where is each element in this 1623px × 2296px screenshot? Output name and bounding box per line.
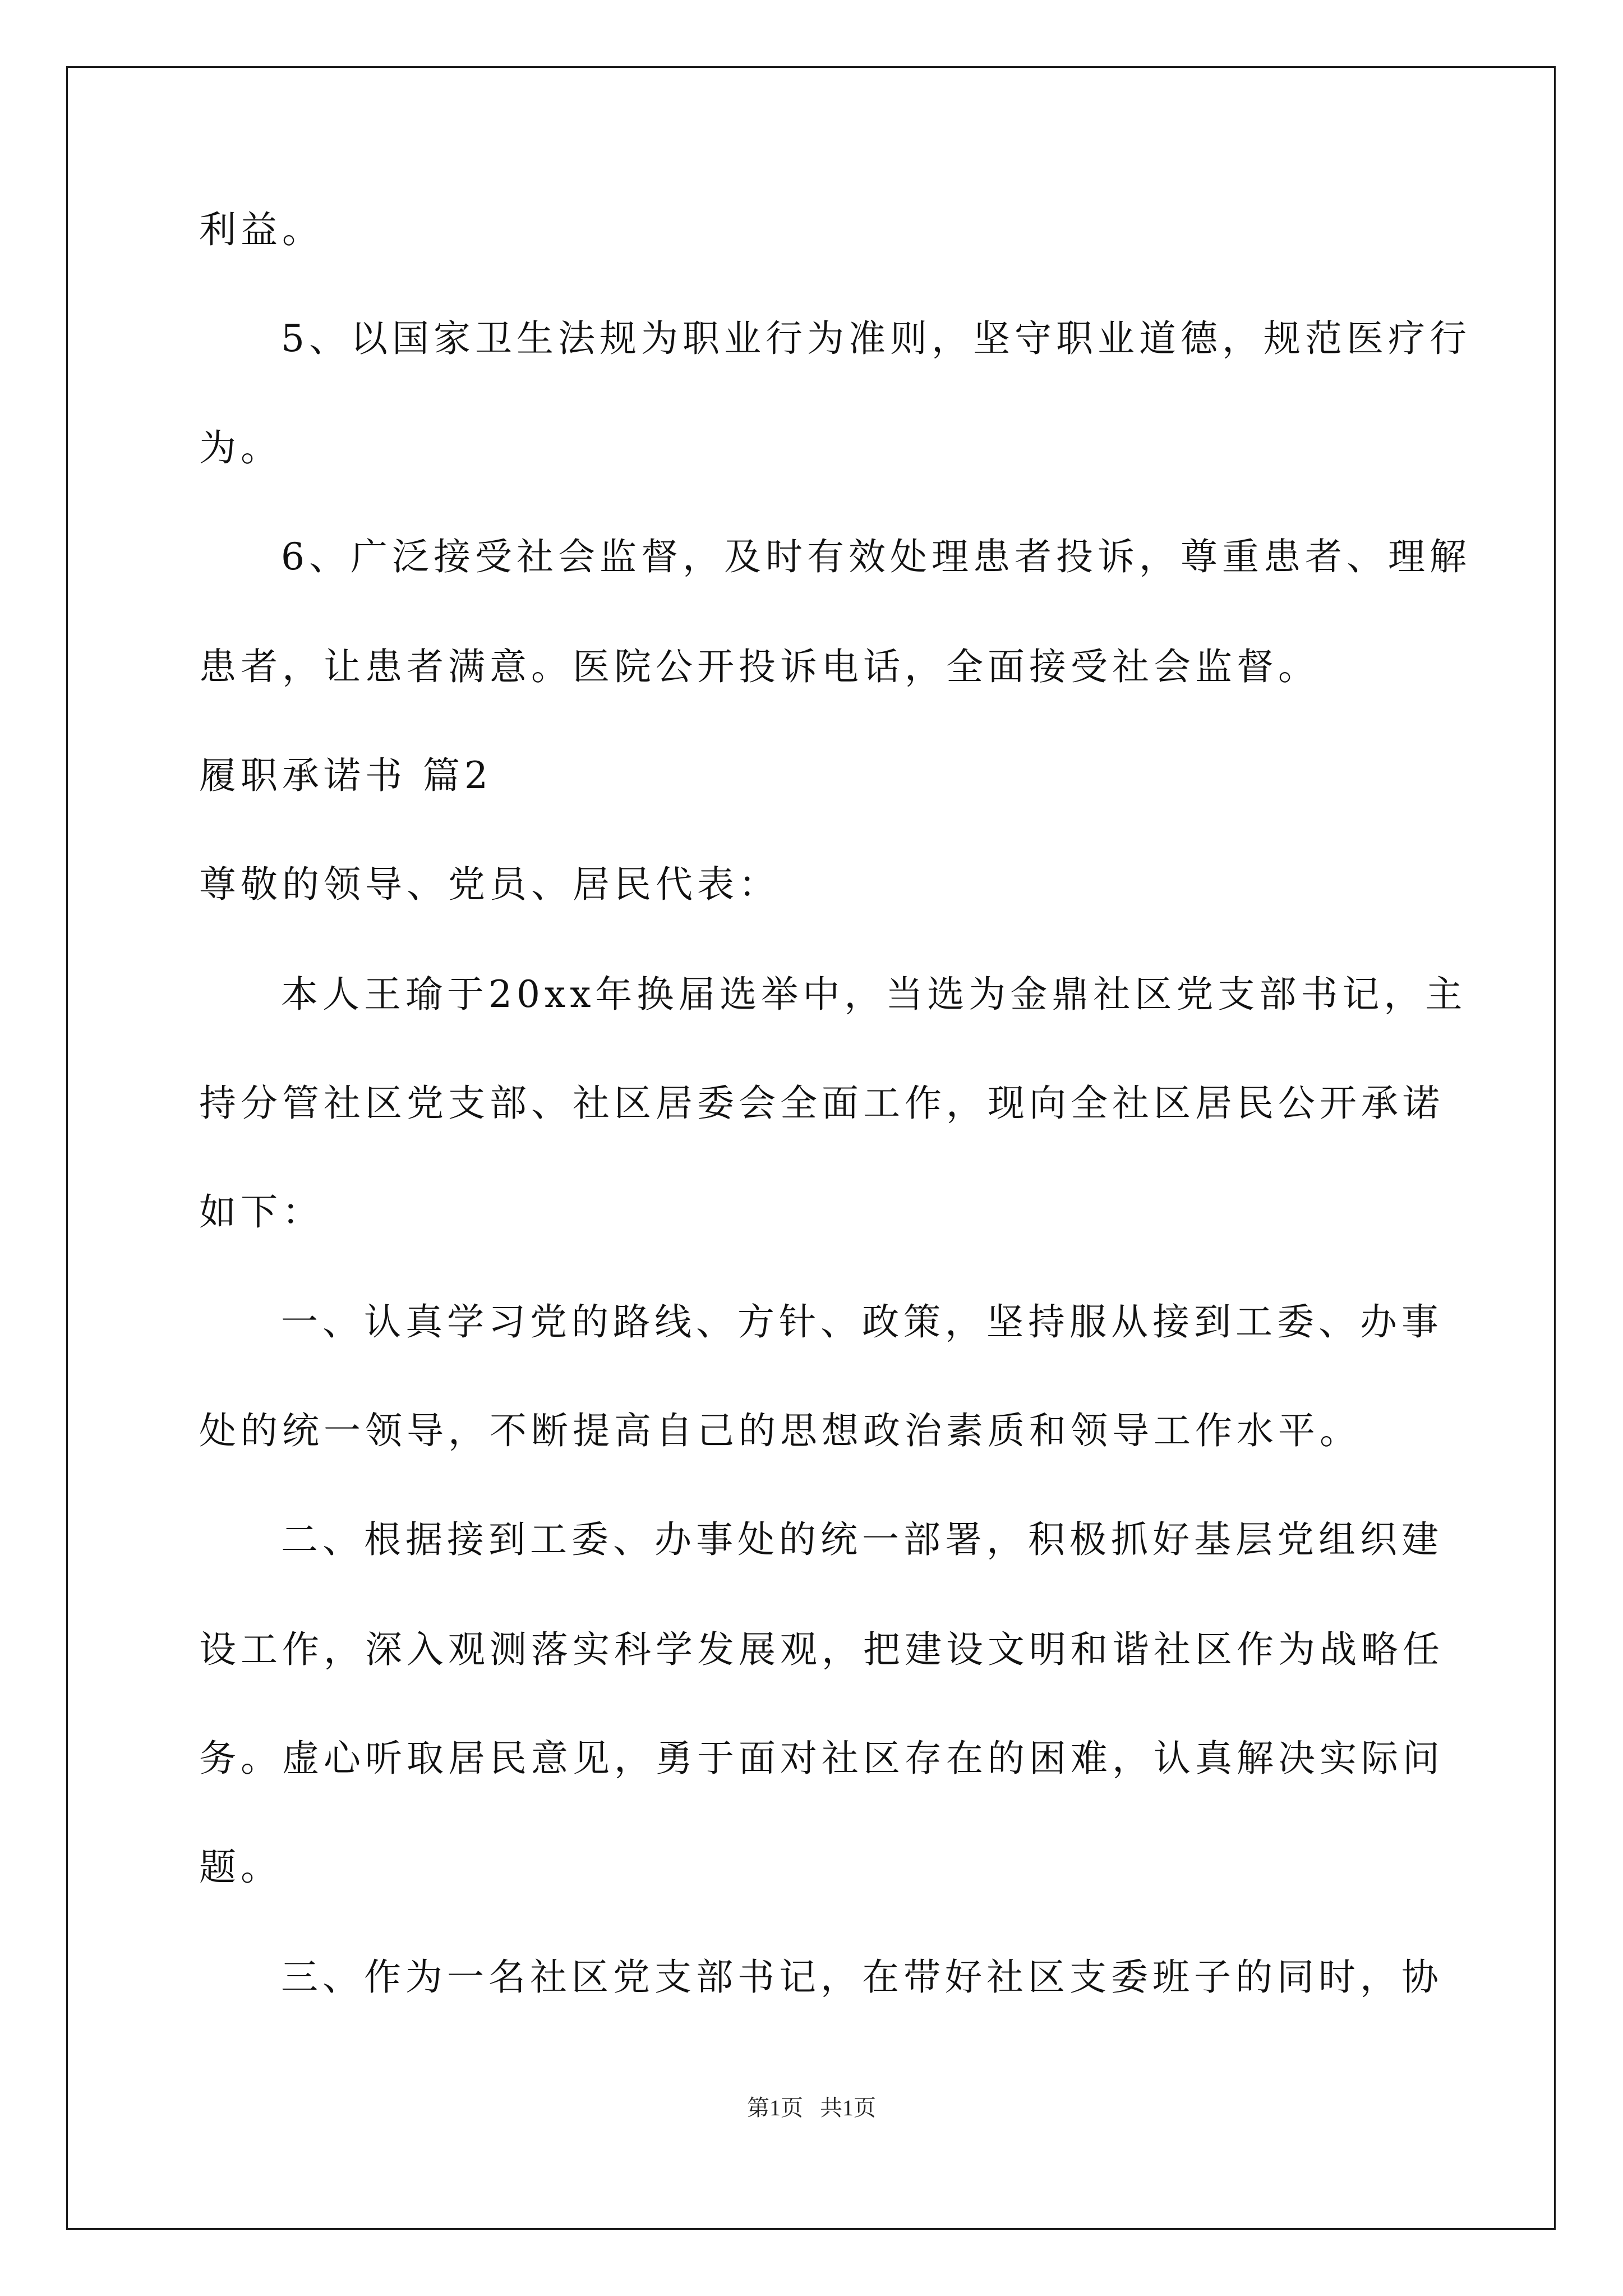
text-line: 5、以国家卫生法规为职业行为准则，坚守职业道德，规范医疗行: [281, 317, 1471, 360]
text-line: 持分管社区党支部、社区居委会全面工作，现向全社区居民公开承诺: [199, 1082, 1444, 1125]
page-border: [66, 66, 1556, 2230]
text-line: 二、根据接到工委、办事处的统一部署，积极抓好基层党组织建: [281, 1518, 1443, 1561]
text-line: 处的统一领导，不断提高自己的思想政治素质和领导工作水平。: [199, 1409, 1361, 1452]
text-line: 本人王瑜于20xx年换届选举中，当选为金鼎社区党支部书记，主: [281, 973, 1467, 1016]
text-line: 如下：: [199, 1190, 324, 1234]
text-line: 设工作，深入观测落实科学发展观，把建设文明和谐社区作为战略任: [199, 1628, 1444, 1671]
text-line: 利益。: [199, 208, 324, 251]
section-heading: 履职承诺书 篇2: [199, 754, 492, 797]
text-line: 题。: [199, 1846, 282, 1889]
text-line: 务。虚心听取居民意见，勇于面对社区存在的困难，认真解决实际问: [199, 1737, 1444, 1780]
text-line: 6、广泛接受社会监督，及时有效处理患者投诉，尊重患者、理解: [281, 535, 1471, 578]
page-footer: 第1页 共1页: [747, 2095, 876, 2120]
text-line: 一、认真学习党的路线、方针、政策，坚持服从接到工委、办事: [281, 1300, 1443, 1343]
text-line: 三、作为一名社区党支部书记，在带好社区支委班子的同时，协: [281, 1955, 1443, 1999]
text-line: 患者，让患者满意。医院公开投诉电话，全面接受社会监督。: [199, 645, 1320, 688]
text-line: 为。: [199, 426, 282, 470]
salutation: 尊敬的领导、党员、居民代表：: [199, 863, 780, 906]
